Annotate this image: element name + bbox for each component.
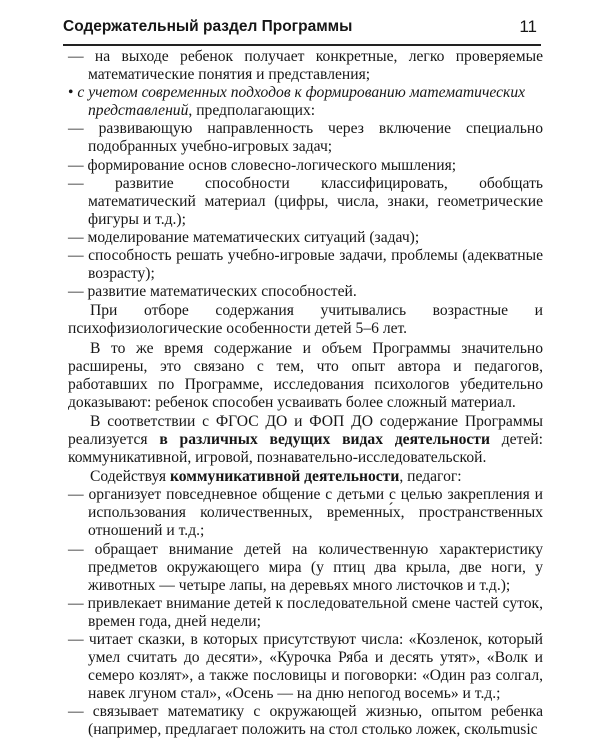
list-item: — формирование основ словесно-логического мышления;	[68, 156, 457, 174]
paragraph	[68, 413, 543, 467]
list-item: — связывает математику с окружающей жизнью, опытом ребенка (например, предлагает положить на стол столько ложек, скольmusic	[68, 703, 543, 739]
list-item	[68, 84, 543, 120]
text-run: , педагог:	[399, 468, 462, 486]
list-item: — моделирование математических ситуаций (задач);	[68, 228, 420, 246]
paragraph: При отборе содержания учитывались возрастные и психофизиологические особенности детей 5–6 лет.	[68, 302, 543, 338]
text-run: детей: коммуникативной, игровой, познавательно-исследовательской.	[68, 430, 544, 467]
list-item: — развивающую направленность через включение специально подобранных учебно-игровых задач;	[68, 120, 543, 156]
list-item: — развитие способности классифицировать, обобщать математический материал (цифры, числа, знаки, геометрические фигуры и т.д.);	[68, 174, 543, 228]
list-item: — на выходе ребенок получает конкретные, легко проверяемые математические понятия и представления;	[68, 48, 543, 84]
list-item: — организует повседневное общение с детьми с целью закрепления и использования количественных, временны́х, пространственных отношений и т.д.;	[68, 486, 543, 540]
text-run: , предполагающих:	[188, 102, 316, 120]
list-item: — привлекает внимание детей к последовательной смене частей суток, времен года, дней недели;	[68, 594, 543, 630]
paragraph: В то же время содержание и объем Программы значительно расширены, это связано с тем, что опыт автора и педагогов, работавших по Программе, исследования психологов убедительно доказывают: ребенок способен усваивать более сложный материал.	[68, 339, 543, 411]
section-title: Содержательный раздел Программы	[63, 18, 353, 35]
bold-phrase: в различных ведущих видах деятельности	[159, 430, 490, 448]
running-header	[63, 16, 541, 46]
paragraph	[68, 468, 543, 486]
list-item: — читает сказки, в которых присутствуют числа: «Козленок, который умел считать до десяти», «Курочка Ряба и десять утят», «Волк и семеро козлят», а также пословицы и поговорки: «Один раз солгал, навек лгуном стал», «Осень — на дню непогод восемь» и т.д.;	[68, 631, 543, 703]
bullet-marker: •	[68, 84, 74, 102]
page-body	[68, 48, 543, 740]
text-run: В соответствии с ФГОС ДО и ФОП ДО содержание Программы реализуется	[68, 412, 543, 448]
italic-phrase: с учетом современных подходов к формированию математических представлений	[77, 84, 526, 120]
list-item: — способность решать учебно-игровые задачи, проблемы (адекватные возрасту);	[68, 247, 543, 283]
text-run: Содействуя	[90, 468, 170, 486]
list-item: — обращает внимание детей на количественную характеристику предметов окружающего мира (у птиц два крыла, две ноги, у животных — четыре лапы, на деревьях много листочков и т.д.);	[68, 540, 543, 594]
bold-phrase: коммуникативной деятельности	[170, 468, 400, 486]
page-number: 11	[519, 17, 537, 36]
list-item: — развитие математических способностей.	[68, 283, 357, 301]
